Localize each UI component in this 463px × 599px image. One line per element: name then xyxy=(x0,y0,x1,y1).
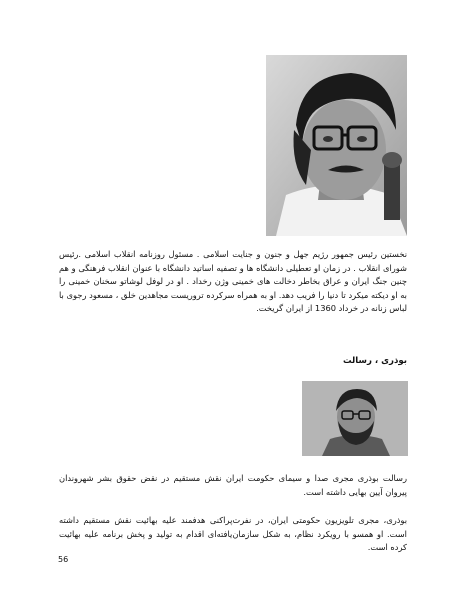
description-paragraph-2: بوذری، مجری تلویزیون حکومتی ایران، در نفرت‌پراکنی هدفمند علیه بهائیت نقش مستقیم داشته است. او همسو با رویکرد نظام، به شکل سازمان‌یافته‌ای اقدام به تولید و پخش برنامه علیه بهائیت کرده است. xyxy=(59,515,407,553)
description-paragraph-1: رسالت بوذری مجری صدا و سیمای حکومت ایران نقش مستقیم در نقض حقوق بشر شهروندان پیروان آیین بهایی داشته است. xyxy=(59,473,407,497)
portrait-image-2 xyxy=(302,381,408,456)
page-number: 56 xyxy=(58,555,69,564)
portrait-image xyxy=(266,55,407,236)
section-heading: بوذری ، رسالت xyxy=(342,356,407,366)
biography-paragraph: نخستین رئیس جمهور رژیم جهل و جنون و جنایت اسلامی . مسئول روزنامه انقلاب اسلامی .رئیس شورای انقلاب . در زمان او تعطیلی دانشگاه ها و تصفیه اساتید دانشگاه با عنوان انقلاب فرهنگی و هم چنین جنگ ایران و عراق بخاطر دخالت های خمینی وژن رخداد . او در لوفل لوشاتو سخنان خمینی را به او دیکته میکرد تا دنیا را فریب دهد. او به همراه سرکرده تروریست مجاهدین خلق ، مسعود رجوی با لباس زنانه در خرداد 1360 از ایران گریخت. xyxy=(59,249,407,313)
portrait-photo-2 xyxy=(302,381,408,456)
portrait-photo xyxy=(266,55,407,236)
